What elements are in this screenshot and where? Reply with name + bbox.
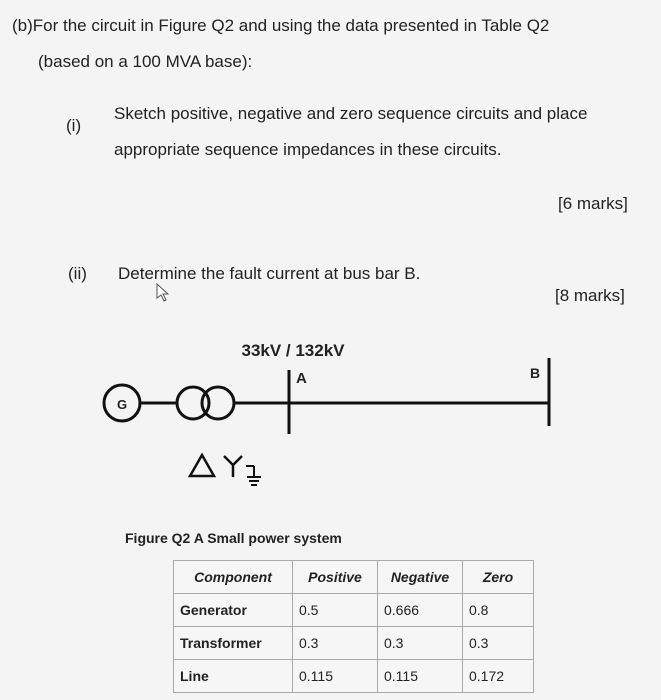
sub-i-line-2: appropriate sequence impedances in these circuits. bbox=[114, 140, 502, 159]
line-negative: 0.115 bbox=[378, 660, 463, 693]
sub-ii-line-1: Determine the fault current at bus bar B. bbox=[118, 264, 421, 283]
bus-a-label: A bbox=[296, 370, 307, 387]
star-grounded-icon bbox=[224, 456, 261, 485]
table-header-row bbox=[174, 561, 534, 594]
header-positive: Positive bbox=[293, 561, 378, 594]
transformer-winding-primary bbox=[177, 387, 209, 419]
table-row bbox=[174, 660, 534, 693]
row-line-label: Line bbox=[174, 660, 293, 693]
transformer-winding-secondary bbox=[202, 387, 234, 419]
sequence-impedance-table bbox=[173, 560, 534, 693]
transformer-zero: 0.3 bbox=[463, 627, 534, 660]
generator-label: G bbox=[116, 397, 128, 412]
sub-i-line-1: Sketch positive, negative and zero sequence circuits and place bbox=[114, 104, 588, 123]
question-line-2: (based on a 100 MVA base): bbox=[38, 52, 253, 71]
header-component: Component bbox=[174, 561, 293, 594]
row-transformer-label: Transformer bbox=[174, 627, 293, 660]
generator-zero: 0.8 bbox=[463, 594, 534, 627]
question-text-1: For the circuit in Figure Q2 and using the data presented in Table Q2 bbox=[32, 16, 550, 35]
line-zero: 0.172 bbox=[463, 660, 534, 693]
generator-symbol bbox=[104, 385, 140, 421]
generator-positive: 0.5 bbox=[293, 594, 378, 627]
delta-icon bbox=[190, 455, 214, 476]
sub-i-label: (i) bbox=[66, 116, 82, 135]
table-row bbox=[174, 627, 534, 660]
header-negative: Negative bbox=[378, 561, 463, 594]
bus-b-label: B bbox=[530, 365, 541, 381]
table-row bbox=[174, 594, 534, 627]
sub-ii-label: (ii) bbox=[68, 264, 87, 283]
part-label: (b) bbox=[12, 16, 33, 35]
line-positive: 0.115 bbox=[293, 660, 378, 693]
cursor-icon bbox=[157, 284, 168, 301]
sub-ii-marks: [8 marks] bbox=[555, 286, 625, 305]
header-zero: Zero bbox=[463, 561, 534, 594]
figure-caption: Figure Q2 A Small power system bbox=[125, 530, 342, 546]
delta-star-grounded-icon bbox=[190, 455, 261, 485]
generator-negative: 0.666 bbox=[378, 594, 463, 627]
transformer-positive: 0.3 bbox=[293, 627, 378, 660]
transformer-negative: 0.3 bbox=[378, 627, 463, 660]
sub-i-marks: [6 marks] bbox=[558, 194, 628, 213]
row-generator-label: Generator bbox=[174, 594, 293, 627]
transformer-rating: 33kV / 132kV bbox=[241, 341, 345, 360]
question-line-1 bbox=[12, 16, 549, 36]
